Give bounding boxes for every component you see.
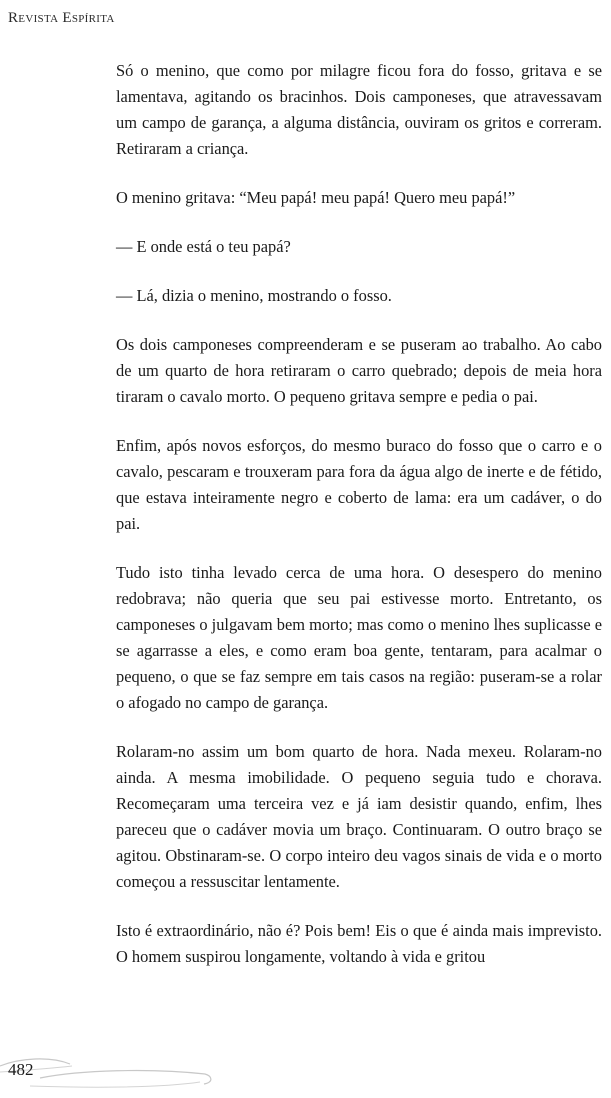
- folio-ornament: [0, 1048, 230, 1098]
- dialogue-line: — E onde está o teu papá?: [116, 237, 291, 256]
- dialogue-line: — Lá, dizia o menino, mostrando o fosso.: [116, 286, 392, 305]
- paragraph: Tudo isto tinha levado cerca de uma hora. O desespero do menino redobrava; não queria que seu pai estivesse morto. Entretanto, os camponeses o julgavam bem morto; mas como o menino lhes suplicasse e se agarrasse a eles, e como eram boa gente, tentaram, para acalmar o pequeno, o que se faz sempre em tais casos na região: puseram-se a rolar o afogado no campo de garança.: [116, 563, 602, 712]
- paragraph: Enfim, após novos esforços, do mesmo buraco do fosso que o carro e o cavalo, pescaram e trouxeram para fora da água algo de inerte e de fétido, que estava inteiramente negro e coberto de lama: era um cadáver, o do pai.: [116, 436, 602, 533]
- paragraph: Rolaram-no assim um bom quarto de hora. Nada mexeu. Rolaram-no ainda. A mesma imobilidade. O pequeno seguia tudo e chorava. Recomeçaram uma terceira vez e já iam desistir quando, enfim, lhes pareceu que o cadáver movia um braço. Continuaram. O outro braço se agitou. Obstinaram-se. O corpo inteiro deu vagos sinais de vida e o morto começou a ressuscitar lentamente.: [116, 742, 602, 891]
- paragraph: Só o menino, que como por milagre ficou fora do fosso, gritava e se lamentava, agitando os bracinhos. Dois camponeses, que atravessavam um campo de garança, a alguma distância, ouviram os gritos e correram. Retiraram a criança.: [116, 61, 602, 158]
- paragraph: O menino gritava: “Meu papá! meu papá! Quero meu papá!”: [116, 188, 516, 207]
- page-number: 482: [8, 1060, 34, 1079]
- paragraph: Os dois camponeses compreenderam e se puseram ao trabalho. Ao cabo de um quarto de hora retiraram o carro quebrado; depois de meia hora tiraram o cavalo morto. O pequeno gritava sempre e pedia o pai.: [116, 335, 602, 406]
- body-text: [116, 58, 602, 970]
- running-head: Revista Espírita: [8, 10, 115, 26]
- paragraph: Isto é extraordinário, não é? Pois bem! Eis o que é ainda mais imprevisto. O homem suspirou longamente, voltando à vida e gritou: [116, 921, 602, 966]
